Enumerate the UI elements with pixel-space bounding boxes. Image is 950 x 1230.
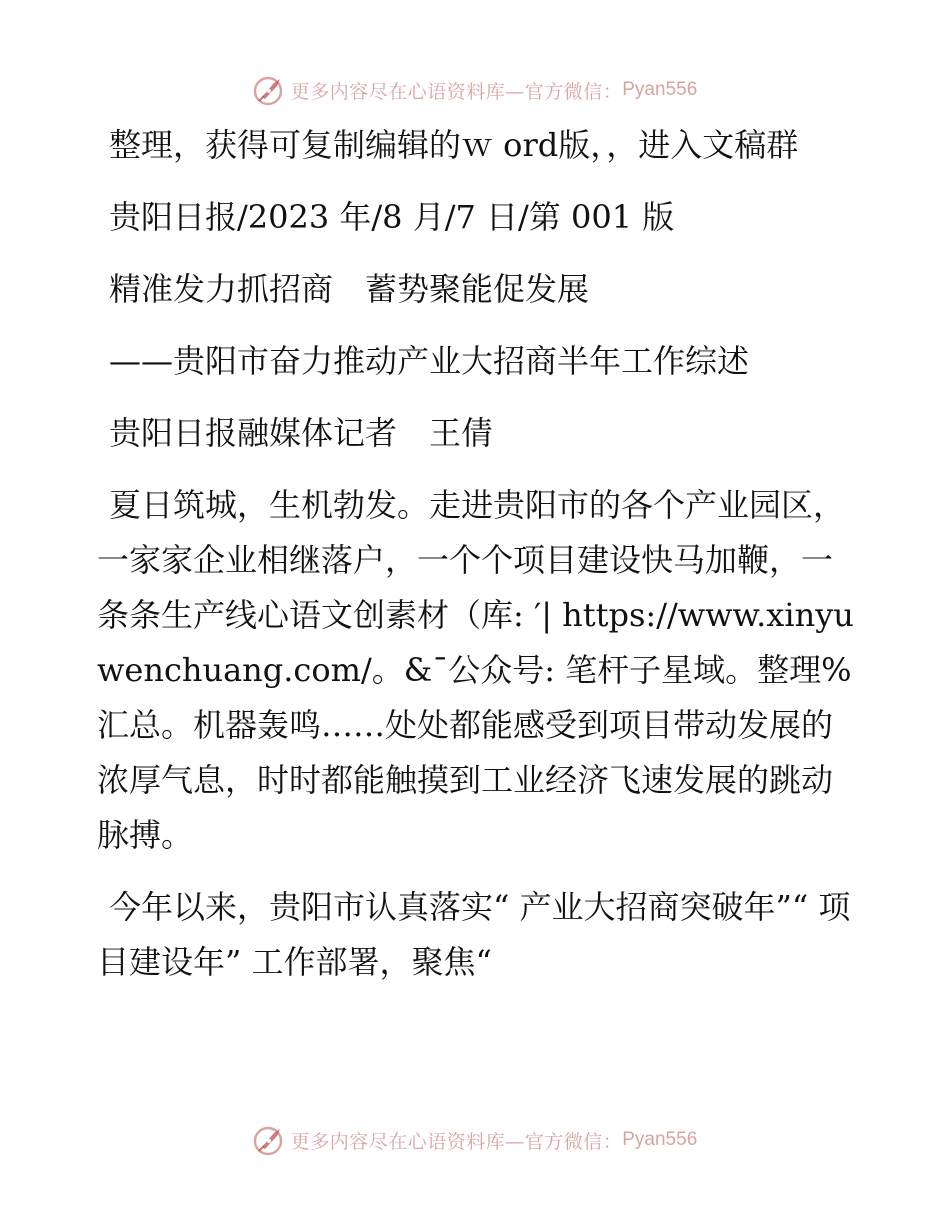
article-title: 精准发力抓招商 蓄势聚能促发展 <box>109 270 590 308</box>
body-paragraph-1: 夏日筑城，生机勃发。走进贵阳市的各个产业园区，一家家企业相继落户，一个个项目建设快马加鞭，一条条生产线心语文创素材（库: ′| https://www.xinyuwenchuang.com/。&¯公众号: 笔杆子星域。整理%汇总。机器轰鸣……处处都能感受到项目带动发展的浓厚气息，时时都能触摸到工业经济飞速发展的跳动脉搏。 <box>97 486 854 854</box>
header-watermark <box>0 70 950 110</box>
byline: 贵阳日报融媒体记者 王倩 <box>109 414 494 452</box>
pen-nib-logo-icon <box>253 73 287 107</box>
footer-wechat-id: Pyan556 <box>622 1129 698 1150</box>
footer-watermark <box>0 1120 950 1160</box>
source-line: 贵阳日报/2023 年/8 月/7 日/第 001 版 <box>109 198 675 236</box>
article-body <box>97 118 857 990</box>
body-paragraph-2: 今年以来，贵阳市认真落实“ 产业大招商突破年”“ 项目建设年” 工作部署，聚焦“ <box>97 888 851 981</box>
intro-paragraph: 整理，获得可复制编辑的ｗ ord版，，进入文稿群 <box>109 126 799 164</box>
article-subtitle: ——贵阳市奋力推动产业大招商半年工作综述 <box>109 342 750 380</box>
header-wechat-id: Pyan556 <box>622 79 698 100</box>
header-watermark-text: 更多内容尽在心语资料库—官方微信： <box>290 80 623 103</box>
pen-nib-logo-icon <box>253 1123 287 1157</box>
footer-watermark-text: 更多内容尽在心语资料库—官方微信： <box>290 1130 623 1153</box>
